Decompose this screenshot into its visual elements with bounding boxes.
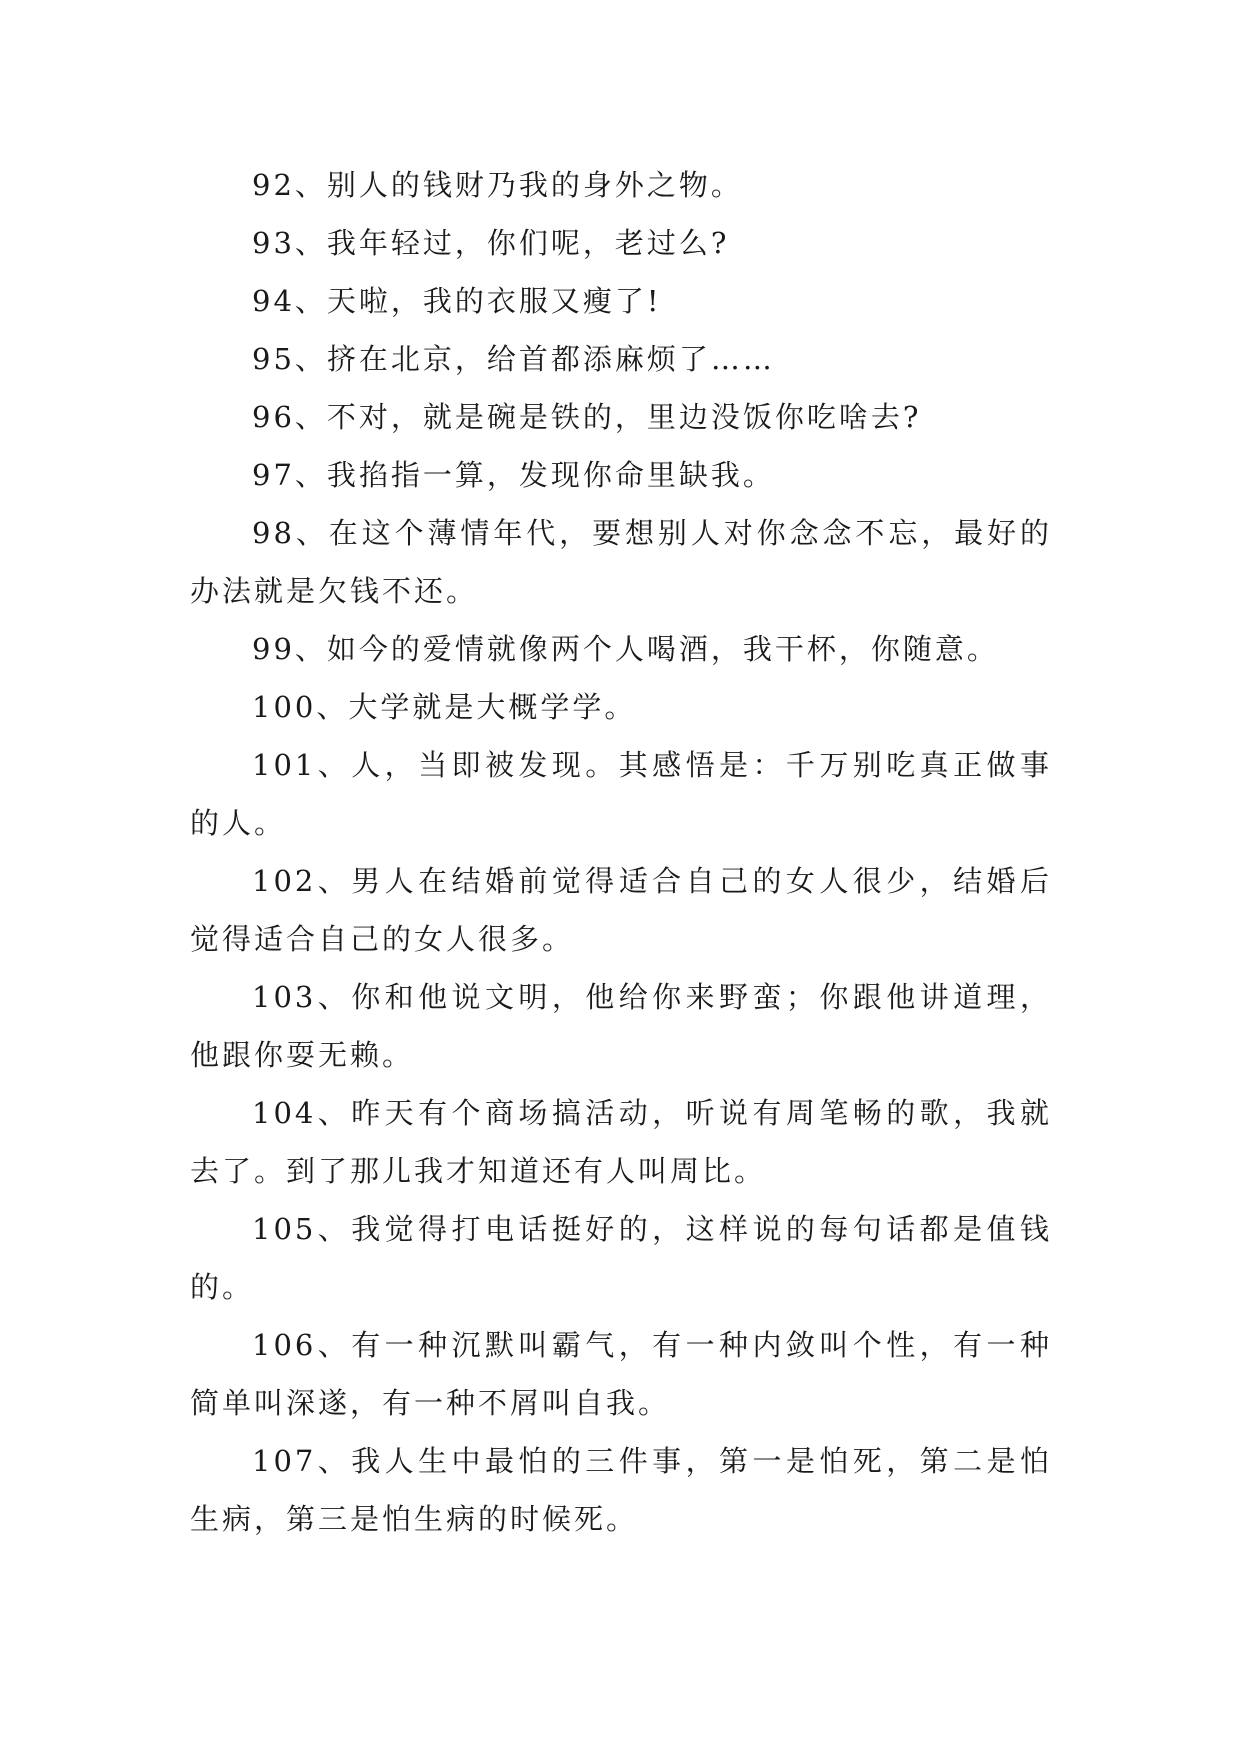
- paragraph-92: 92、别人的钱财乃我的身外之物。: [252, 168, 743, 202]
- paragraph-102: 102、男人在结婚前觉得适合自己的女人很少，结婚后觉得适合自己的女人很多。: [190, 864, 1052, 956]
- paragraph-94: 94、天啦，我的衣服又瘦了!: [252, 284, 662, 318]
- document-body: [190, 156, 1052, 1548]
- paragraph-95: 95、挤在北京，给首都添麻烦了……: [252, 342, 775, 376]
- paragraph-98: 98、在这个薄情年代，要想别人对你念念不忘，最好的办法就是欠钱不还。: [190, 516, 1052, 608]
- paragraph-105: 105、我觉得打电话挺好的，这样说的每句话都是值钱的。: [190, 1212, 1052, 1304]
- paragraph-97: 97、我掐指一算，发现你命里缺我。: [252, 458, 775, 492]
- paragraph-106: 106、有一种沉默叫霸气，有一种内敛叫个性，有一种简单叫深遂，有一种不屑叫自我。: [190, 1328, 1052, 1420]
- paragraph-99: 99、如今的爱情就像两个人喝酒，我干杯，你随意。: [252, 632, 999, 666]
- paragraph-100: 100、大学就是大概学学。: [252, 690, 637, 724]
- paragraph-96: 96、不对，就是碗是铁的，里边没饭你吃啥去?: [252, 400, 922, 434]
- paragraph-101: 101、人，当即被发现。其感悟是：千万别吃真正做事的人。: [190, 748, 1052, 840]
- paragraph-93: 93、我年轻过，你们呢，老过么?: [252, 226, 730, 260]
- paragraph-103: 103、你和他说文明，他给你来野蛮；你跟他讲道理，他跟你耍无赖。: [190, 980, 1052, 1072]
- paragraph-107: 107、我人生中最怕的三件事，第一是怕死，第二是怕生病，第三是怕生病的时候死。: [190, 1444, 1052, 1536]
- paragraph-104: 104、昨天有个商场搞活动，听说有周笔畅的歌，我就去了。到了那儿我才知道还有人叫周比。: [190, 1096, 1052, 1188]
